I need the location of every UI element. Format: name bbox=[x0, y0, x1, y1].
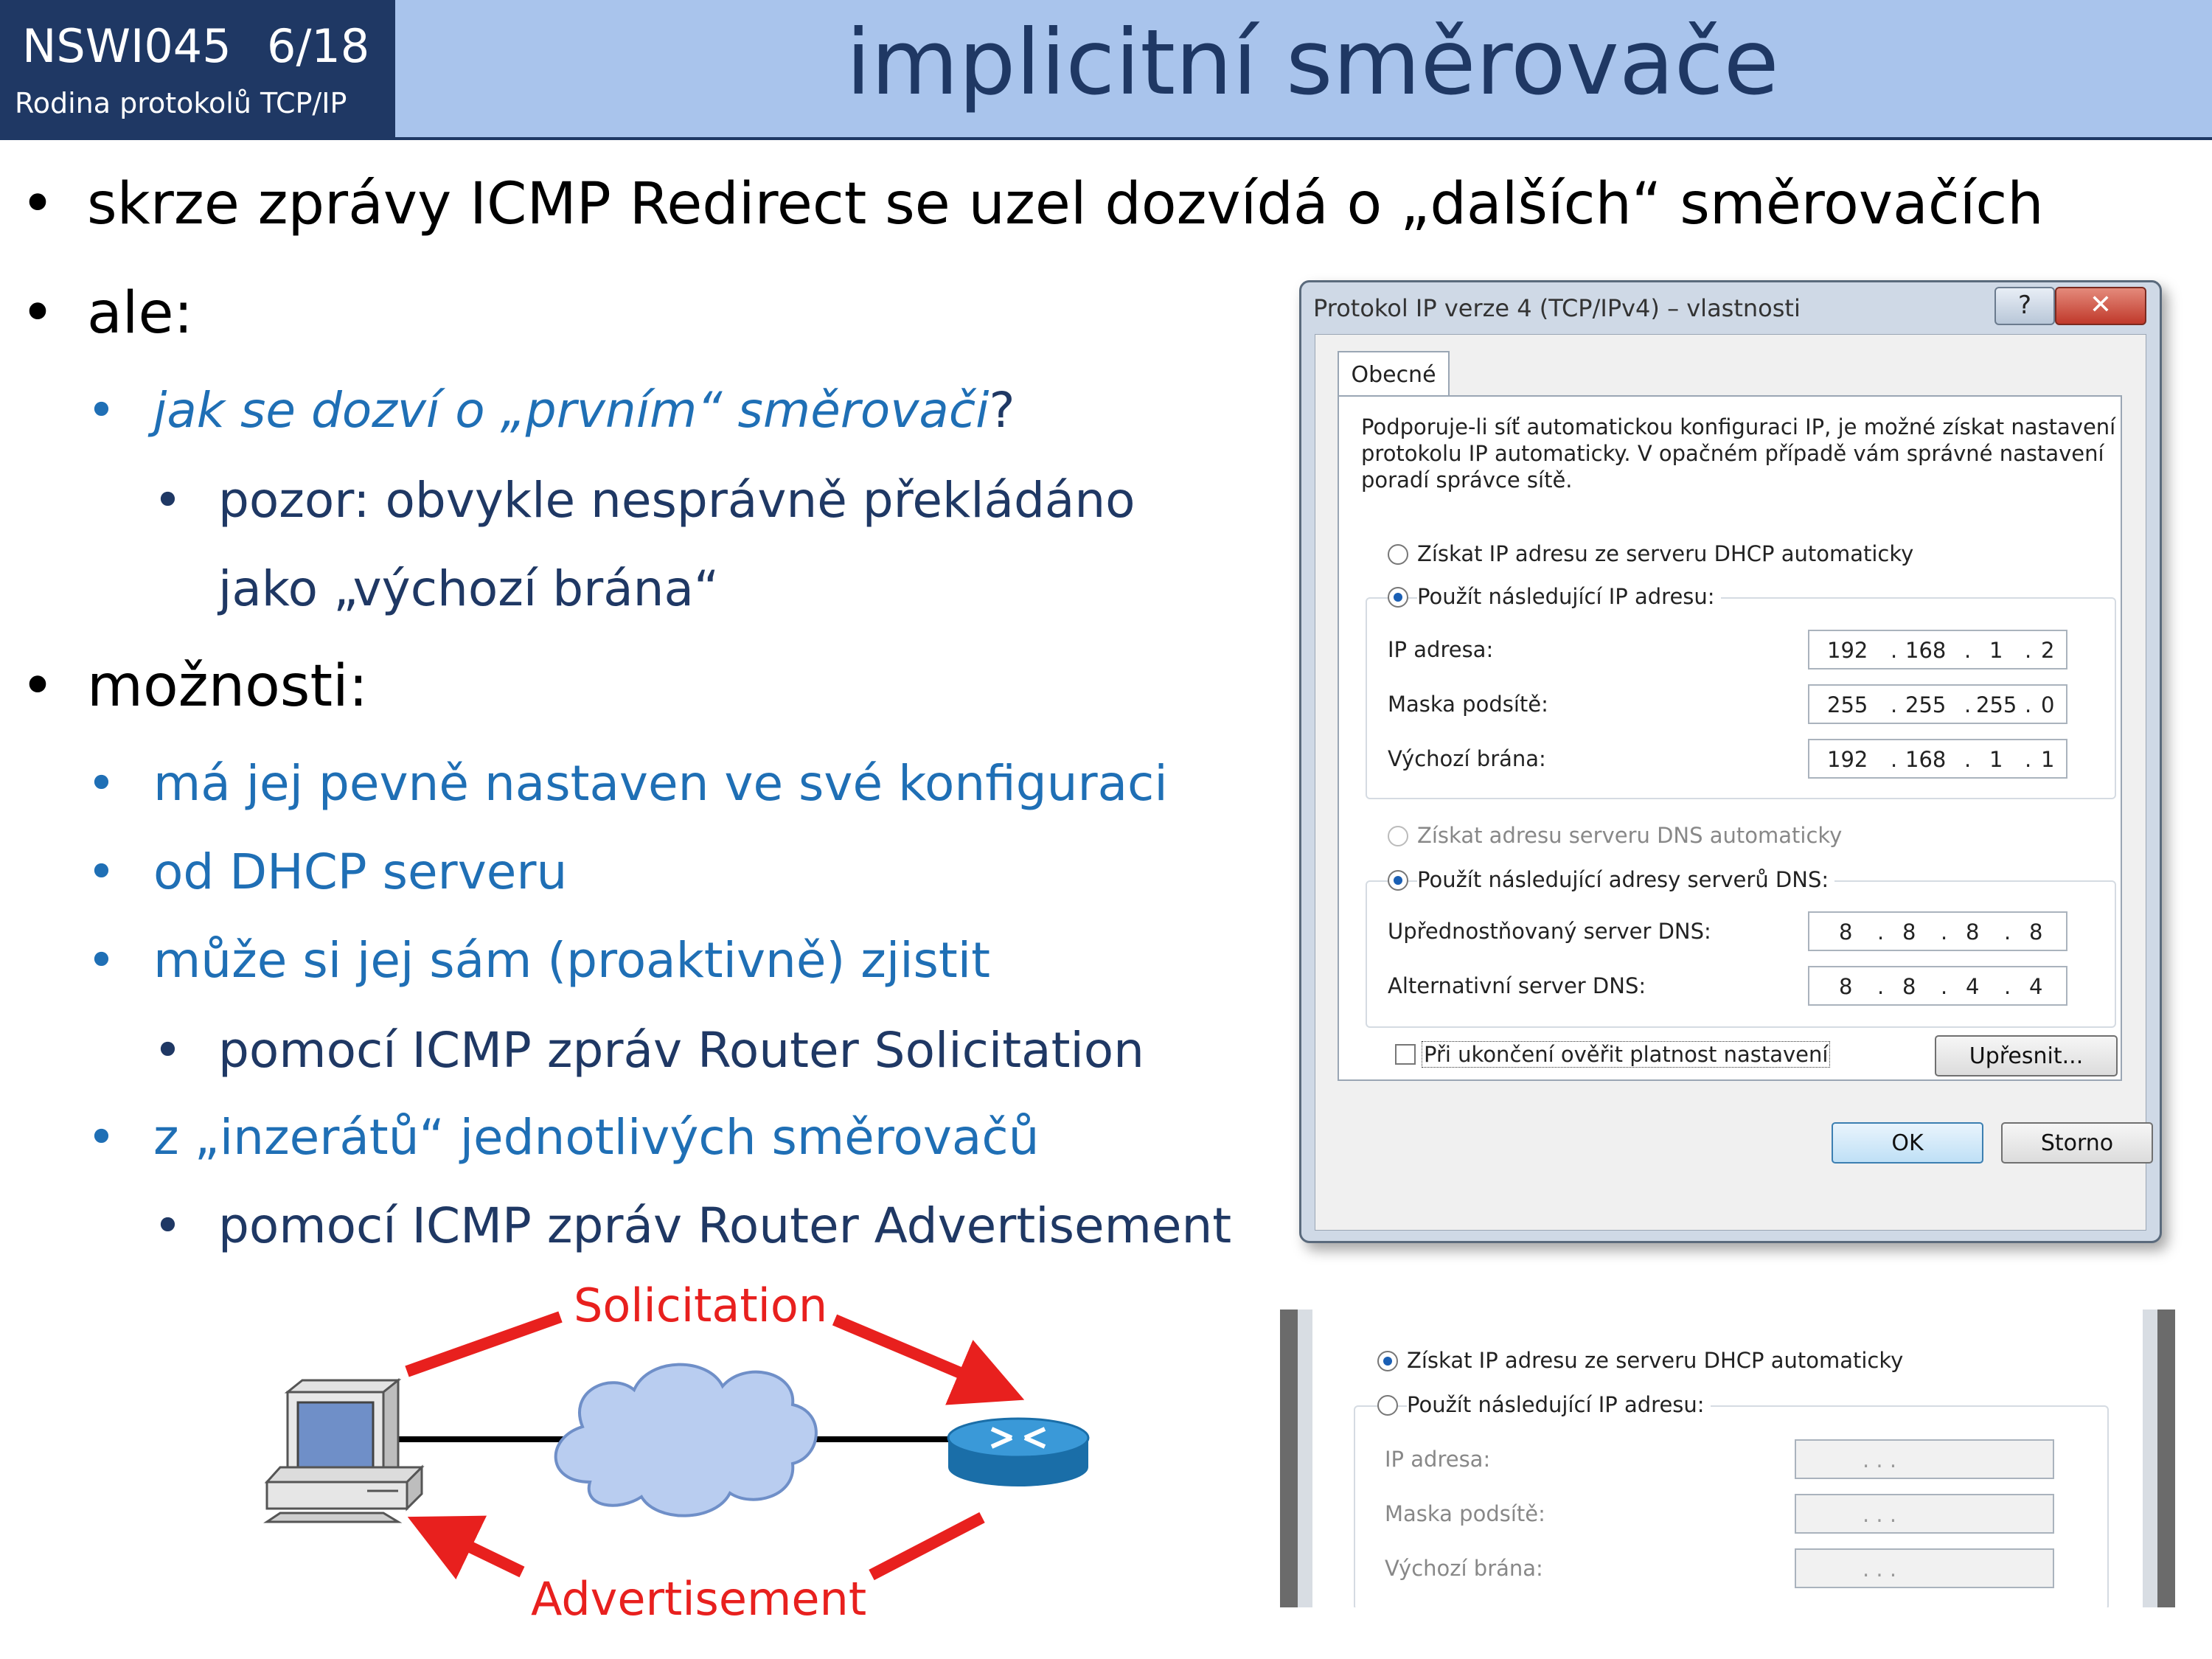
octet: 8 bbox=[1902, 919, 1916, 945]
crop-mask-dots: . . . bbox=[1863, 1502, 1897, 1527]
octet: 1 bbox=[2041, 747, 2055, 772]
bullet-dot: • bbox=[153, 1197, 182, 1254]
crop-radio-dhcp-label: Získat IP adresu ze serveru DHCP automaticky bbox=[1407, 1348, 1904, 1373]
close-button[interactable]: ✕ bbox=[2055, 287, 2146, 325]
bullet-ale: ale: bbox=[87, 280, 193, 347]
gateway-field[interactable]: 192 . 168 . 1 . 1 bbox=[1808, 739, 2067, 779]
bullet-dot: • bbox=[87, 932, 116, 989]
octet: 8 bbox=[1902, 974, 1916, 999]
advertisement-arrow-head bbox=[439, 1532, 522, 1572]
solicitation-label: Solicitation bbox=[574, 1279, 828, 1332]
bullet-pozor-line2: jako „výchozí brána“ bbox=[218, 560, 720, 617]
bullet-dot: • bbox=[87, 844, 116, 900]
subnet-mask-label: Maska podsítě: bbox=[1388, 692, 1548, 717]
bullet-first-router-tail: ? bbox=[989, 382, 1015, 439]
octet: 192 bbox=[1827, 638, 1868, 663]
octet: 4 bbox=[2029, 974, 2043, 999]
course-code: NSWI045 bbox=[22, 19, 232, 73]
octet: 8 bbox=[1839, 919, 1853, 945]
crop-radio-static-label: Použít následující IP adresu: bbox=[1407, 1392, 1711, 1417]
computer-icon bbox=[267, 1380, 422, 1522]
bullet-proactive: může si jej sám (proaktivně) zjistit bbox=[153, 932, 991, 989]
bullet-pozor: pozor: obvykle nesprávně překládáno bbox=[218, 472, 1135, 529]
octet: 255 bbox=[1827, 692, 1868, 717]
bullet-static-config: má jej pevně nastaven ve své konfiguraci bbox=[153, 755, 1168, 812]
bullet-redirect: skrze zprávy ICMP Redirect se uzel dozvídá o „dalších“ směrovačích bbox=[87, 171, 2044, 237]
octet: 168 bbox=[1905, 747, 1947, 772]
advertisement-arrow-tail bbox=[872, 1517, 982, 1575]
tab-general[interactable]: Obecné bbox=[1338, 351, 1450, 398]
octet: 2 bbox=[2041, 638, 2055, 663]
radio-dns-auto-label: Získat adresu serveru DNS automaticky bbox=[1417, 823, 1843, 848]
description-line: poradí správce sítě. bbox=[1361, 467, 1573, 493]
ip-address-field[interactable]: 192 . 168 . 1 . 2 bbox=[1808, 630, 2067, 669]
page-number: 6/18 bbox=[267, 19, 370, 73]
bullet-dot: • bbox=[87, 1109, 116, 1166]
subnet-mask-field[interactable]: 255 . 255 . 255 . 0 bbox=[1808, 684, 2067, 724]
bullet-dot: • bbox=[21, 280, 55, 347]
crop-gateway-label: Výchozí brána: bbox=[1385, 1556, 1543, 1581]
preferred-dns-field[interactable]: 8 . 8 . 8 . 8 bbox=[1808, 911, 2067, 951]
help-button[interactable]: ? bbox=[1994, 287, 2055, 325]
cloud-icon bbox=[556, 1365, 816, 1516]
bullet-moznosti: možnosti: bbox=[87, 653, 368, 720]
bullet-dot: • bbox=[153, 472, 182, 529]
ip-address-label: IP adresa: bbox=[1388, 637, 1494, 662]
crop-mask-label: Maska podsítě: bbox=[1385, 1501, 1545, 1526]
bullet-dot: • bbox=[153, 1022, 182, 1079]
crop-gateway-dots: . . . bbox=[1863, 1557, 1897, 1582]
crop-ip-label: IP adresa: bbox=[1385, 1447, 1491, 1472]
alternate-dns-label: Alternativní server DNS: bbox=[1388, 973, 1646, 998]
preferred-dns-label: Upřednostňovaný server DNS: bbox=[1388, 919, 1711, 944]
octet: 8 bbox=[1966, 919, 1980, 945]
radio-static-ip-label: Použít následující IP adresu: bbox=[1417, 584, 1721, 609]
solicitation-arrow-tail bbox=[407, 1317, 560, 1371]
description-line: Podporuje-li síť automatickou konfiguraci IP, je možné získat nastavení bbox=[1361, 414, 2116, 439]
bullet-solicitation: pomocí ICMP zpráv Router Solicitation bbox=[218, 1022, 1144, 1079]
octet: 4 bbox=[1966, 974, 1980, 999]
octet: 192 bbox=[1827, 747, 1868, 772]
octet: 8 bbox=[2029, 919, 2043, 945]
validate-label: Při ukončení ověřit platnost nastavení bbox=[1422, 1041, 1830, 1068]
bullet-adverts: z „inzerátů“ jednotlivých směrovačů bbox=[153, 1109, 1040, 1166]
octet: 168 bbox=[1905, 638, 1947, 663]
advertisement-label: Advertisement bbox=[531, 1572, 867, 1626]
advanced-button[interactable]: Upřesnit... bbox=[1935, 1035, 2118, 1077]
octet: 1 bbox=[1989, 638, 2003, 663]
octet: 1 bbox=[1989, 747, 2003, 772]
router-icon bbox=[948, 1419, 1088, 1486]
bullet-first-router-italic: jak se dozví o „prvním“ směrovači bbox=[153, 382, 990, 439]
dialog-title: Protokol IP verze 4 (TCP/IPv4) – vlastnosti bbox=[1313, 294, 1801, 322]
course-name: Rodina protokolů TCP/IP bbox=[15, 87, 347, 119]
cancel-button[interactable]: Storno bbox=[2001, 1122, 2153, 1164]
page-title: implicitní směrovače bbox=[846, 10, 1779, 115]
bullet-dot: • bbox=[21, 653, 55, 720]
gateway-label: Výchozí brána: bbox=[1388, 746, 1546, 771]
crop-ip-dots: . . . bbox=[1863, 1447, 1897, 1472]
radio-dhcp-label: Získat IP adresu ze serveru DHCP automaticky bbox=[1417, 541, 1914, 566]
ok-button[interactable]: OK bbox=[1832, 1122, 1983, 1164]
solicitation-arrow-head bbox=[835, 1320, 992, 1386]
radio-dns-static-label: Použít následující adresy serverů DNS: bbox=[1417, 867, 1834, 892]
bullet-advertisement: pomocí ICMP zpráv Router Advertisement bbox=[218, 1197, 1232, 1254]
octet: 255 bbox=[1905, 692, 1947, 717]
description-line: protokolu IP automaticky. V opačném případě vám správné nastavení bbox=[1361, 441, 2104, 466]
bullet-dhcp: od DHCP serveru bbox=[153, 844, 568, 900]
octet: 0 bbox=[2041, 692, 2055, 717]
bullet-dot: • bbox=[21, 171, 55, 237]
alternate-dns-field[interactable]: 8 . 8 . 4 . 4 bbox=[1808, 966, 2067, 1006]
octet: 255 bbox=[1976, 692, 2017, 717]
octet: 8 bbox=[1839, 974, 1853, 999]
bullet-dot: • bbox=[87, 382, 116, 439]
bullet-dot: • bbox=[87, 755, 116, 812]
